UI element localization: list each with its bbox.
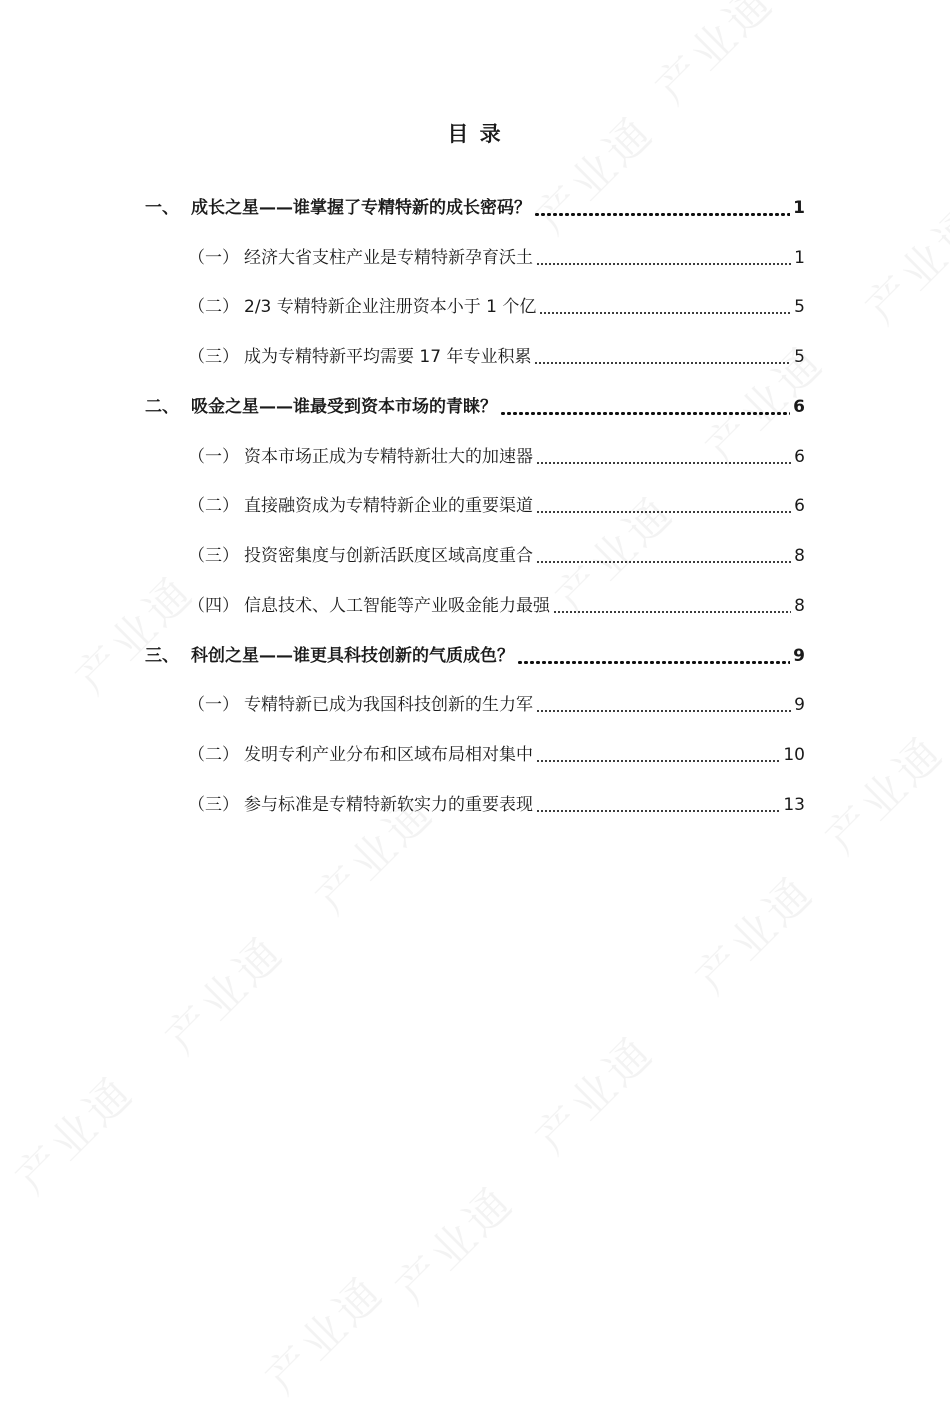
toc-title: 科创之星——谁更具科技创新的气质成色？ xyxy=(191,646,514,666)
toc-title: 吸金之星——谁最受到资本市场的青睐？ xyxy=(191,397,497,417)
toc-number: （三） xyxy=(188,795,239,815)
toc-page: 10 xyxy=(783,745,805,765)
toc-title: 发明专利产业分布和区域布局相对集中 xyxy=(244,745,533,765)
toc-number: （一） xyxy=(188,695,239,715)
toc-entry[interactable] xyxy=(188,534,805,568)
toc-leader xyxy=(536,445,791,469)
toc-leader xyxy=(534,345,791,369)
toc-page: 5 xyxy=(794,297,805,317)
toc-entry[interactable] xyxy=(188,733,805,767)
toc-title: 直接融资成为专精特新企业的重要渠道 xyxy=(244,496,533,516)
toc-page: 9 xyxy=(794,695,805,715)
toc-entry[interactable] xyxy=(145,186,805,220)
toc-number: （二） xyxy=(188,297,239,317)
toc-title: 成长之星——谁掌握了专精特新的成长密码？ xyxy=(191,198,531,218)
toc-page: 8 xyxy=(794,596,805,616)
toc-entry[interactable] xyxy=(188,236,805,270)
watermark xyxy=(378,1168,525,1315)
toc-title: 参与标准是专精特新软实力的重要表现 xyxy=(244,795,533,815)
toc-entry[interactable] xyxy=(188,584,805,618)
toc-leader xyxy=(517,644,790,668)
toc-number: （三） xyxy=(188,347,239,367)
watermark xyxy=(678,858,825,1005)
page-title: 目 录 xyxy=(447,122,503,146)
toc-title: 信息技术、人工智能等产业吸金能力最强 xyxy=(244,596,550,616)
toc-entry[interactable] xyxy=(188,484,805,518)
toc-number: （一） xyxy=(188,248,239,268)
toc-page: 9 xyxy=(793,646,805,666)
toc-title: 2/3 专精特新企业注册资本小于 1 个亿 xyxy=(244,297,537,317)
toc-title: 专精特新已成为我国科技创新的生力军 xyxy=(244,695,533,715)
toc-leader xyxy=(500,395,790,419)
toc-entry[interactable] xyxy=(188,335,805,369)
toc-page: 8 xyxy=(794,546,805,566)
toc-page: 1 xyxy=(793,198,805,218)
watermark xyxy=(518,1018,665,1165)
toc-leader xyxy=(539,295,791,319)
watermark xyxy=(0,1058,146,1205)
toc-entry[interactable] xyxy=(145,385,805,419)
watermark xyxy=(638,0,785,116)
toc-number: （二） xyxy=(188,745,239,765)
toc-number: （四） xyxy=(188,596,239,616)
toc-entry[interactable] xyxy=(188,435,805,469)
toc-entry[interactable] xyxy=(188,783,805,817)
toc-leader xyxy=(536,544,791,568)
toc-entry[interactable] xyxy=(188,285,805,319)
watermark xyxy=(148,918,295,1065)
toc-title: 成为专精特新平均需要 17 年专业积累 xyxy=(244,347,532,367)
toc-page: 6 xyxy=(794,496,805,516)
toc-page: 1 xyxy=(794,248,805,268)
toc-title: 投资密集度与创新活跃度区域高度重合 xyxy=(244,546,533,566)
toc-leader xyxy=(553,594,791,618)
toc-title: 经济大省支柱产业是专精特新孕育沃土 xyxy=(244,248,533,268)
toc-entry[interactable] xyxy=(188,683,805,717)
toc-leader xyxy=(536,494,791,518)
toc-page: 6 xyxy=(793,397,805,417)
toc-page: 6 xyxy=(794,447,805,467)
watermark xyxy=(808,718,950,865)
toc-page: 13 xyxy=(783,795,805,815)
toc-number: （一） xyxy=(188,447,239,467)
toc-number: 一、 xyxy=(145,198,179,218)
toc-leader xyxy=(536,693,791,717)
toc-title: 资本市场正成为专精特新壮大的加速器 xyxy=(244,447,533,467)
watermark xyxy=(848,188,950,335)
toc-number: 三、 xyxy=(145,646,179,666)
toc-leader xyxy=(536,743,780,767)
toc-number: （二） xyxy=(188,496,239,516)
toc-page: 5 xyxy=(794,347,805,367)
toc-leader xyxy=(534,196,790,220)
toc-number: （三） xyxy=(188,546,239,566)
watermark xyxy=(58,558,205,705)
toc-entry[interactable] xyxy=(145,634,805,668)
toc-leader xyxy=(536,793,780,817)
watermark xyxy=(248,1258,395,1405)
toc-number: 二、 xyxy=(145,397,179,417)
toc-leader xyxy=(536,246,791,270)
